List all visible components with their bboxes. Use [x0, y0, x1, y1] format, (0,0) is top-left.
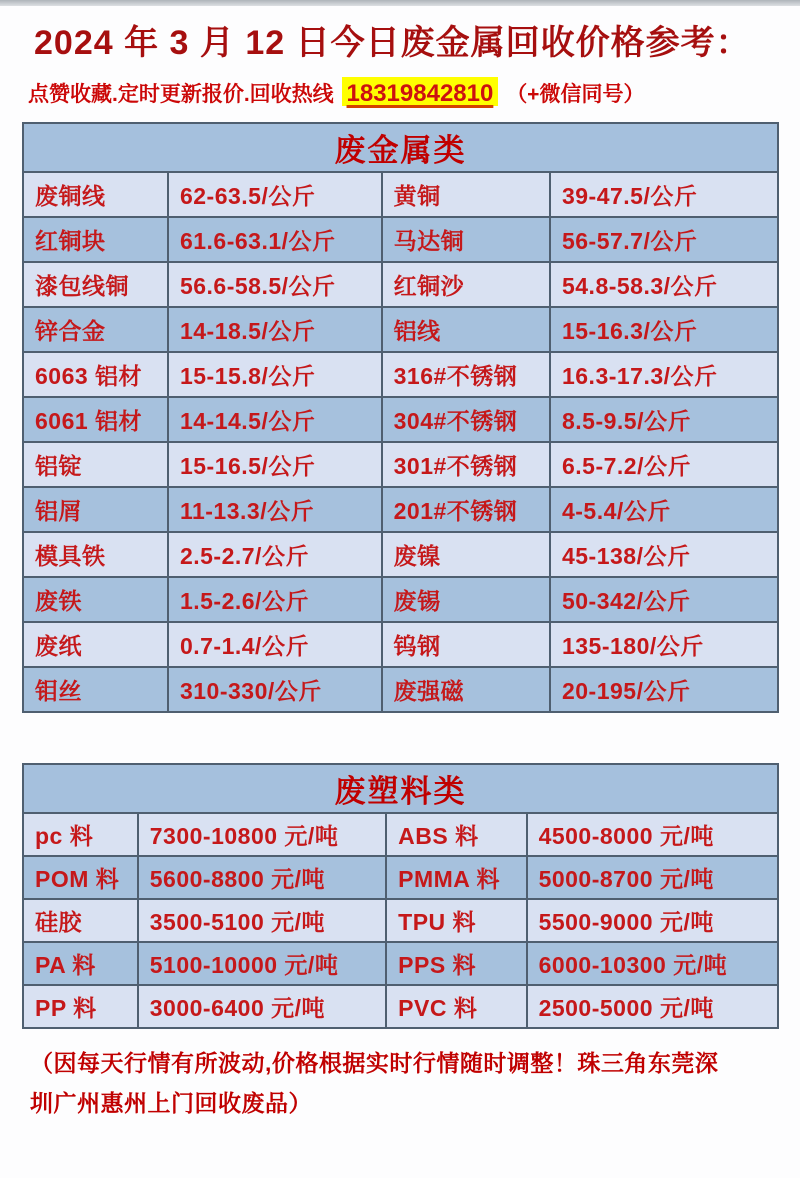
price-row [23, 813, 778, 856]
price-cell: 7300-10800 元/吨 [138, 813, 386, 856]
price-row [23, 667, 778, 712]
item-name-cell: 废铜线 [23, 172, 168, 217]
price-row [23, 487, 778, 532]
item-name-cell: PVC 料 [386, 985, 526, 1028]
scrap-metal-table-title: 废金属类 [23, 123, 778, 172]
item-name-cell: 硅胶 [23, 899, 138, 942]
price-cell: 14-18.5/公斤 [168, 307, 382, 352]
subtitle-prefix: 点赞收藏.定时更新报价.回收热线 [28, 83, 340, 106]
subtitle-line [28, 77, 780, 108]
item-name-cell: PPS 料 [386, 942, 526, 985]
phone-number-link[interactable]: 18319842810 [342, 77, 499, 106]
item-name-cell: 316#不锈钢 [382, 352, 550, 397]
price-cell: 11-13.3/公斤 [168, 487, 382, 532]
price-row [23, 217, 778, 262]
item-name-cell: 废强磁 [382, 667, 550, 712]
price-cell: 56-57.7/公斤 [550, 217, 778, 262]
item-name-cell: 铝线 [382, 307, 550, 352]
footer-note [30, 1043, 770, 1123]
price-row [23, 985, 778, 1028]
price-row [23, 622, 778, 667]
price-cell: 2.5-2.7/公斤 [168, 532, 382, 577]
item-name-cell: pc 料 [23, 813, 138, 856]
price-cell: 6.5-7.2/公斤 [550, 442, 778, 487]
price-cell: 15-15.8/公斤 [168, 352, 382, 397]
price-row [23, 856, 778, 899]
price-row [23, 352, 778, 397]
item-name-cell: PA 料 [23, 942, 138, 985]
price-cell: 5600-8800 元/吨 [138, 856, 386, 899]
item-name-cell: 废铁 [23, 577, 168, 622]
page-title: 2024 年 3 月 12 日今日废金属回收价格参考： [34, 24, 751, 62]
price-cell: 5500-9000 元/吨 [527, 899, 778, 942]
scrap-plastic-table [22, 763, 779, 1029]
item-name-cell: 废纸 [23, 622, 168, 667]
item-name-cell: 漆包线铜 [23, 262, 168, 307]
item-name-cell: 红铜块 [23, 217, 168, 262]
price-cell: 135-180/公斤 [550, 622, 778, 667]
item-name-cell: 钨钢 [382, 622, 550, 667]
price-cell: 45-138/公斤 [550, 532, 778, 577]
item-name-cell: 模具铁 [23, 532, 168, 577]
price-cell: 56.6-58.5/公斤 [168, 262, 382, 307]
price-cell: 5000-8700 元/吨 [527, 856, 778, 899]
price-cell: 54.8-58.3/公斤 [550, 262, 778, 307]
price-cell: 39-47.5/公斤 [550, 172, 778, 217]
price-cell: 4-5.4/公斤 [550, 487, 778, 532]
price-row [23, 577, 778, 622]
item-name-cell: 301#不锈钢 [382, 442, 550, 487]
item-name-cell: 304#不锈钢 [382, 397, 550, 442]
price-cell: 6000-10300 元/吨 [527, 942, 778, 985]
item-name-cell: 黄铜 [382, 172, 550, 217]
price-cell: 2500-5000 元/吨 [527, 985, 778, 1028]
price-cell: 3000-6400 元/吨 [138, 985, 386, 1028]
item-name-cell: ABS 料 [386, 813, 526, 856]
item-name-cell: 废锡 [382, 577, 550, 622]
footer-note-line2: 圳广州惠州上门回收废品） [30, 1090, 312, 1116]
scrap-plastic-table-body [23, 813, 778, 1028]
item-name-cell: 201#不锈钢 [382, 487, 550, 532]
price-cell: 61.6-63.1/公斤 [168, 217, 382, 262]
item-name-cell: 6063 铝材 [23, 352, 168, 397]
item-name-cell: 锌合金 [23, 307, 168, 352]
price-cell: 5100-10000 元/吨 [138, 942, 386, 985]
item-name-cell: 铝锭 [23, 442, 168, 487]
item-name-cell: 钼丝 [23, 667, 168, 712]
table-title-row [23, 123, 778, 172]
subtitle-suffix: （+微信同号） [506, 83, 645, 106]
scrap-plastic-table-title: 废塑料类 [23, 764, 778, 813]
item-name-cell: PMMA 料 [386, 856, 526, 899]
price-cell: 62-63.5/公斤 [168, 172, 382, 217]
price-cell: 16.3-17.3/公斤 [550, 352, 778, 397]
price-row [23, 172, 778, 217]
item-name-cell: TPU 料 [386, 899, 526, 942]
table-title-row [23, 764, 778, 813]
price-cell: 4500-8000 元/吨 [527, 813, 778, 856]
item-name-cell: 红铜沙 [382, 262, 550, 307]
item-name-cell: 废镍 [382, 532, 550, 577]
item-name-cell: PP 料 [23, 985, 138, 1028]
scrap-metal-table-body [23, 172, 778, 712]
price-cell: 15-16.3/公斤 [550, 307, 778, 352]
price-row [23, 397, 778, 442]
page-top-edge [0, 0, 800, 6]
price-cell: 50-342/公斤 [550, 577, 778, 622]
item-name-cell: 马达铜 [382, 217, 550, 262]
footer-note-line1: （因每天行情有所波动,价格根据实时行情随时调整！珠三角东莞深 [30, 1050, 719, 1076]
price-row [23, 532, 778, 577]
price-row [23, 942, 778, 985]
item-name-cell: 铝屑 [23, 487, 168, 532]
item-name-cell: POM 料 [23, 856, 138, 899]
price-cell: 15-16.5/公斤 [168, 442, 382, 487]
scrap-metal-table [22, 122, 779, 713]
price-cell: 3500-5100 元/吨 [138, 899, 386, 942]
item-name-cell: 6061 铝材 [23, 397, 168, 442]
price-cell: 14-14.5/公斤 [168, 397, 382, 442]
price-row [23, 307, 778, 352]
price-cell: 1.5-2.6/公斤 [168, 577, 382, 622]
price-row [23, 899, 778, 942]
price-cell: 0.7-1.4/公斤 [168, 622, 382, 667]
price-cell: 20-195/公斤 [550, 667, 778, 712]
price-cell: 310-330/公斤 [168, 667, 382, 712]
price-row [23, 442, 778, 487]
price-cell: 8.5-9.5/公斤 [550, 397, 778, 442]
price-row [23, 262, 778, 307]
